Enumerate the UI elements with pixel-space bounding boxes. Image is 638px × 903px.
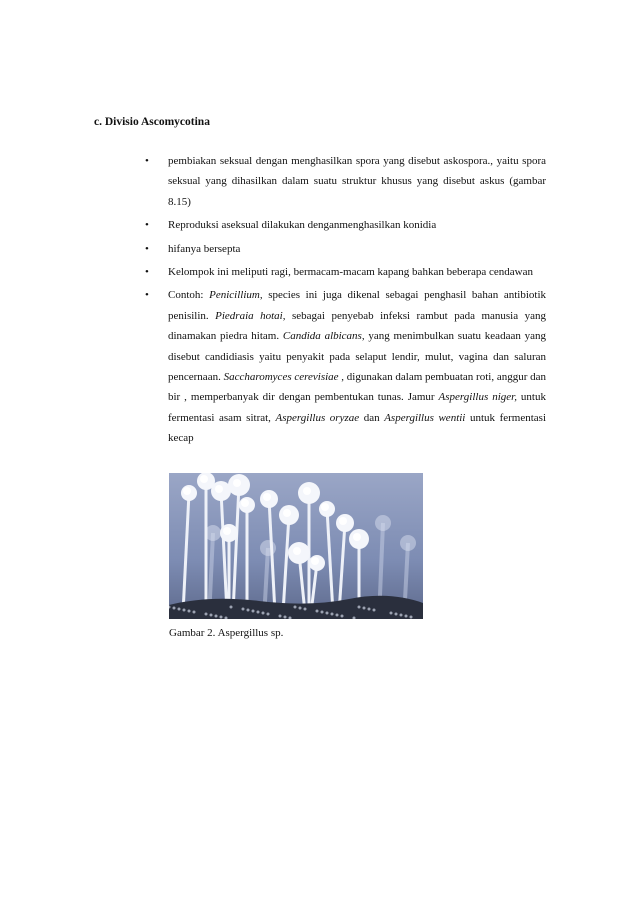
bullet-list: [141, 151, 546, 449]
item-text: species ini juga dikenal sebagai penghasil bahan antibiotik penisilin.: [168, 289, 547, 322]
bullet-icon: •: [145, 155, 149, 167]
item-text: pembiakan seksual dengan menghasilkan spora yang disebut askospora., yaitu spora seksual yang dihasilkan dalam suatu struktur khusus yang disebut askus (gambar 8.15): [168, 155, 546, 208]
bullet-item: [141, 239, 546, 259]
item-text: untuk fermentasi kecap: [168, 411, 546, 445]
item-text: dan: [359, 411, 385, 424]
item-text: yang menimbulkan suatu keadaan yang disebut candidiasis yaitu penyakit pada selaput lendir, mulut, vagina dan saluran pencernaan.: [168, 330, 546, 384]
bullet-item: [141, 151, 546, 212]
item-text: hifanya bersepta: [168, 242, 241, 255]
bullet-icon: •: [145, 266, 149, 279]
item-text: Kelompok ini meliputi ragi, bermacam-macam kapang bahkan beberapa cendawan: [168, 266, 533, 279]
species-name: Piedraia hotai,: [215, 309, 286, 322]
species-name: Candida albicans,: [282, 330, 365, 343]
item-text: untuk fermentasi asam sitrat,: [168, 391, 546, 424]
item-text: , digunakan dalam pembuatan roti, anggur dan bir , memperbanyak dir dengan pembentukan tunas. Jamur: [168, 371, 547, 404]
item-text: Reproduksi aseksual dilakukan denganmenghasilkan konidia: [168, 219, 437, 232]
bullet-icon: •: [145, 219, 149, 232]
figure-caption: Gambar 2. Aspergillus sp.: [169, 627, 284, 639]
species-name: Aspergillus oryzae: [275, 411, 360, 424]
bullet-item: [141, 285, 546, 448]
item-text: sebagai penyebab infeksi rambut pada manusia yang dinamakan piedra hitam.: [168, 309, 546, 343]
section-heading: c. Divisio Ascomycotina: [94, 116, 210, 128]
species-name: Saccharomyces cerevisiae: [223, 371, 339, 384]
bullet-item: [141, 262, 546, 282]
item-text: Contoh:: [168, 289, 210, 302]
species-name: Penicillium,: [209, 289, 263, 302]
aspergillus-photo: [169, 473, 423, 619]
species-name: Aspergillus wentii: [384, 411, 466, 424]
bullet-icon: •: [145, 289, 149, 302]
aspergillus-illustration: [169, 473, 423, 619]
bullet-item: [141, 215, 546, 235]
species-name: Aspergillus niger,: [438, 391, 517, 404]
bullet-icon: •: [145, 242, 149, 255]
